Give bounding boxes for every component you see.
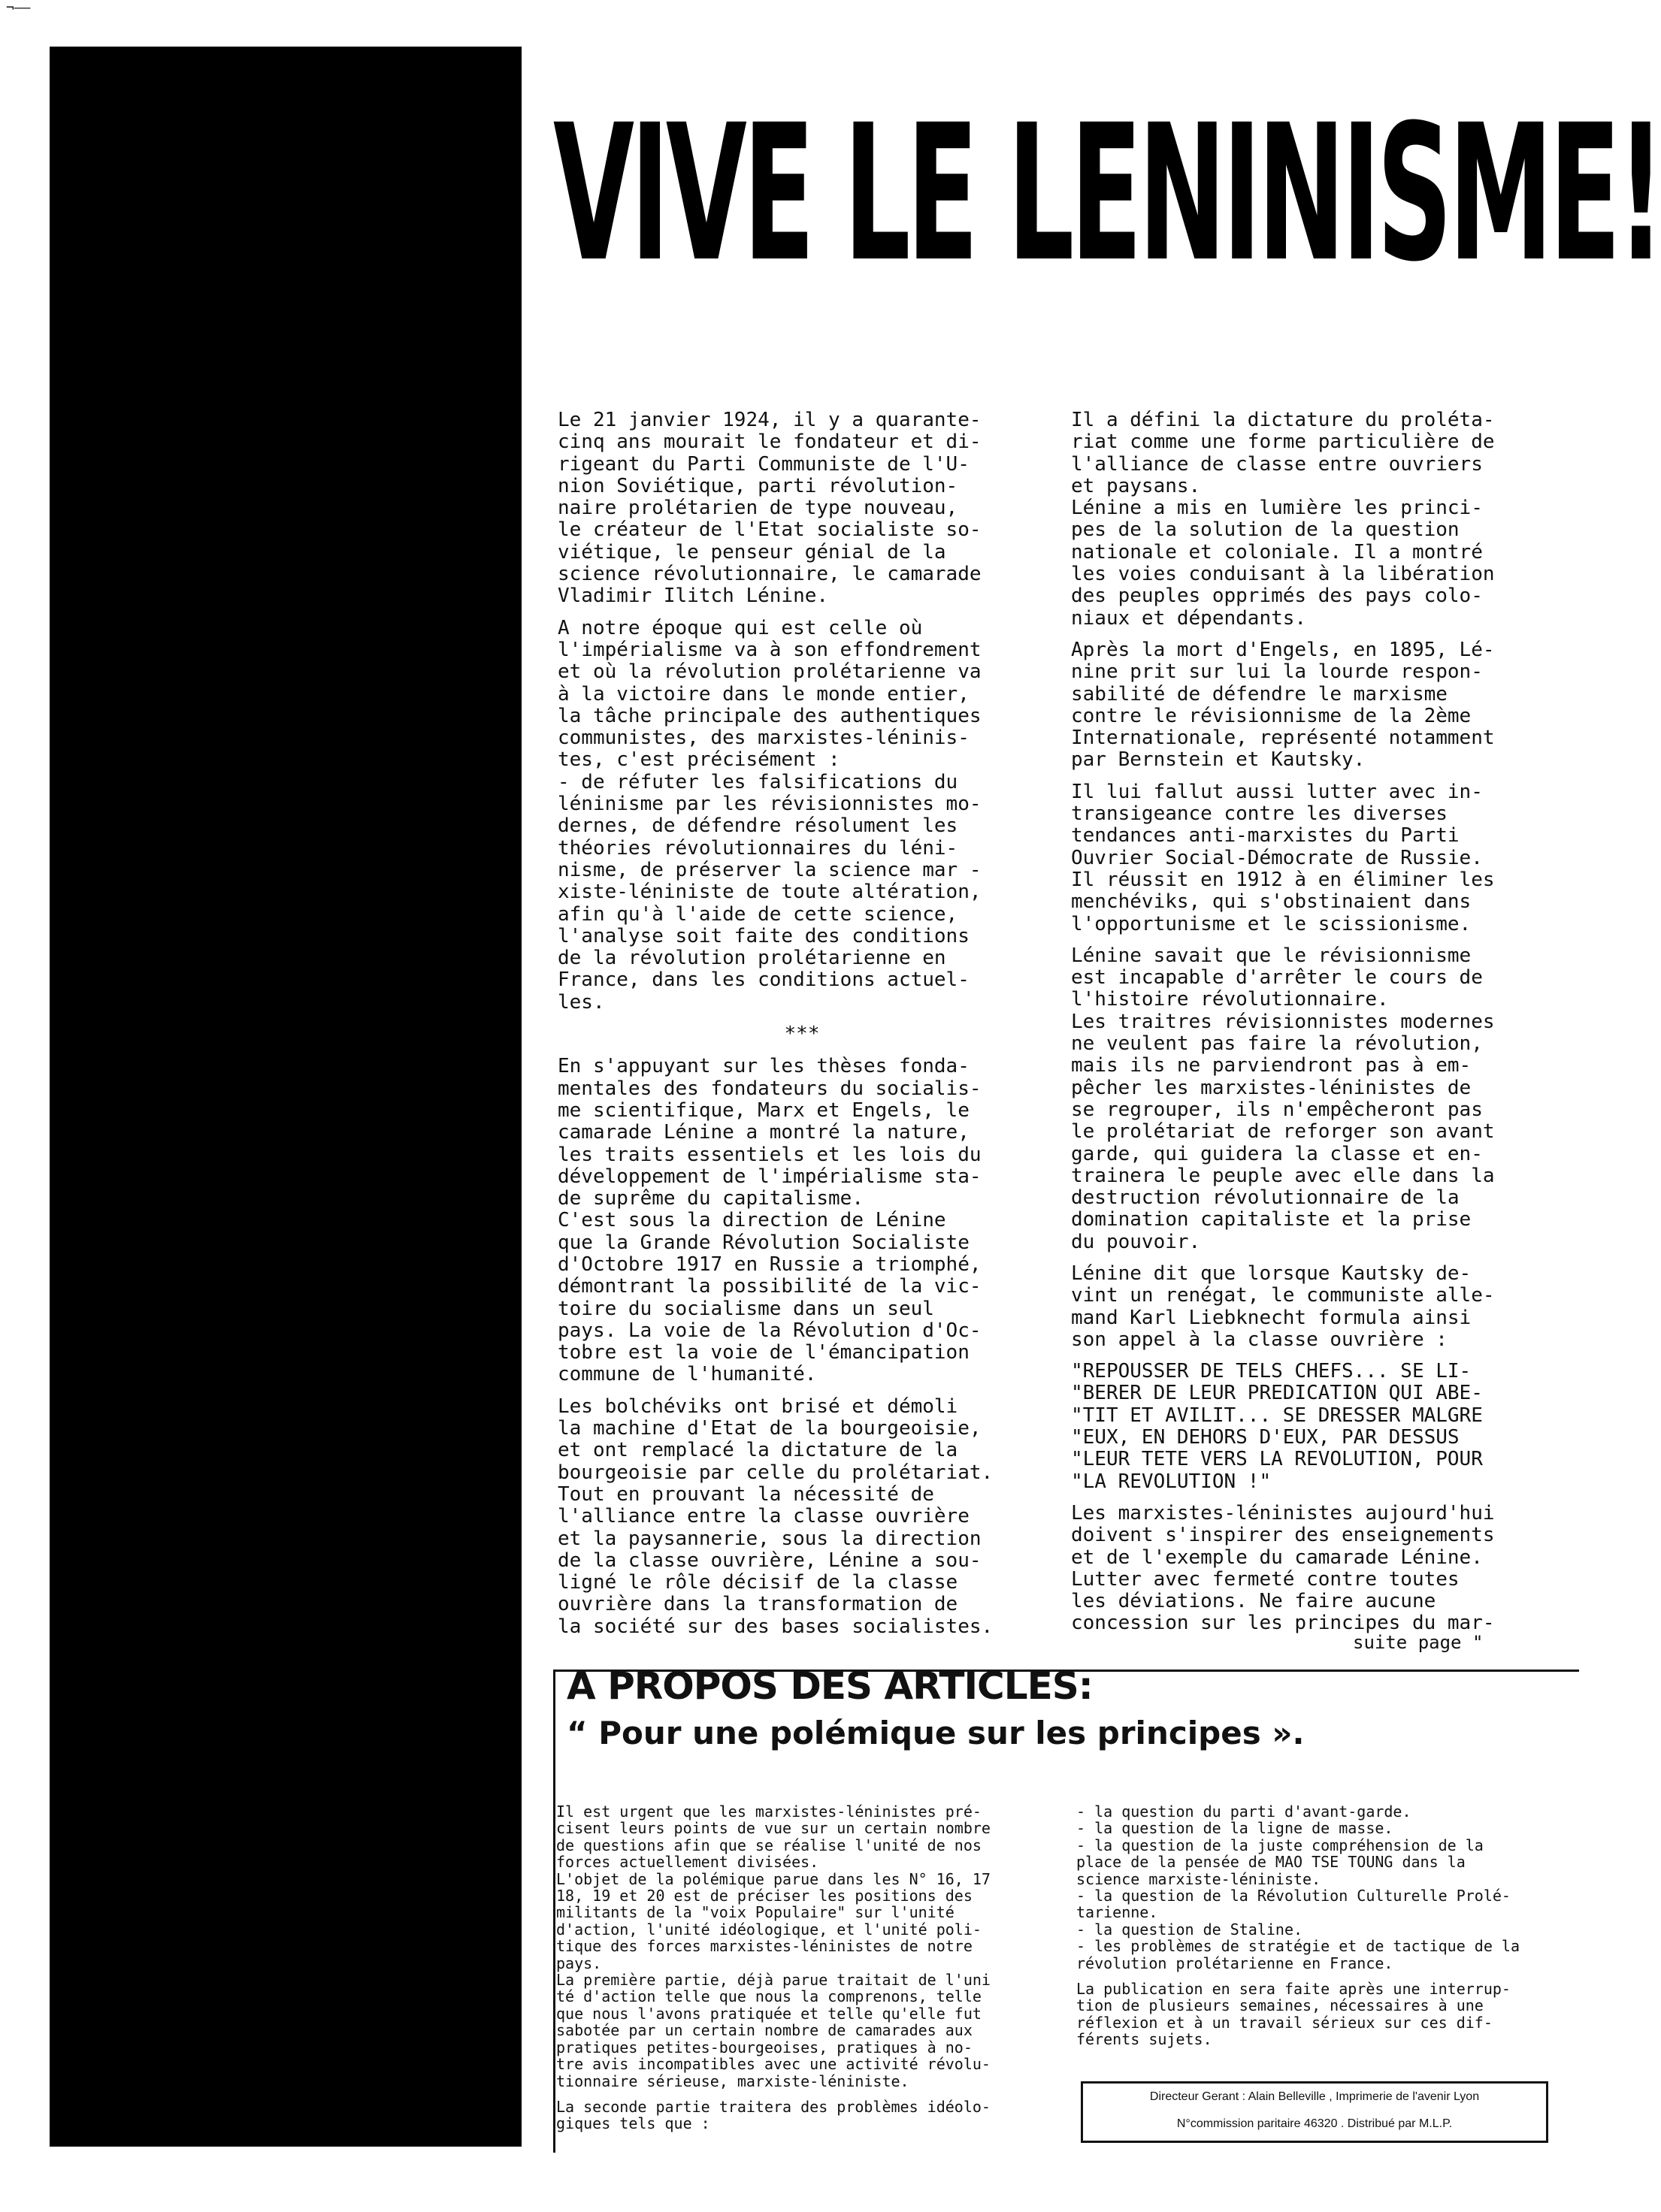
article-column-2	[1071, 409, 1560, 1645]
paragraph: A notre époque qui est celle où l'impérialisme va à son effondrement et où la révolution prolétarienne va à la victoire dans le monde entier, la tâche principale des authentiques communistes, des marxistes-léninis- tes, c'est précisément : - de réfuter les falsifications du léninisme par les révisionnistes mo- dernes, de défendre résolument les théories révolutionnaires du léni- nisme, de préserver la science mar - xiste-léniniste de toute altération, afin qu'à l'aide de cette science, l'analyse soit faite des conditions de la révolution prolétarienne en France, dans les conditions actuel- les.	[558, 616, 982, 1014]
paragraph: Il lui fallut aussi lutter avec in- transigeance contre les diverses tendances anti-marxistes du Parti Ouvrier Social-Démocrate de Russie. Il réussit en 1912 à en éliminer les menchéviks, qui s'obstinaient dans l'opportunisme et le scissionisme.	[1071, 780, 1495, 935]
paragraph: Lénine dit que lorsque Kautsky de- vint un renégat, le communiste alle- mand Karl Liebknecht formula ainsi son appel à la classe ouvrière :	[1071, 1262, 1495, 1351]
box-subtitle: “ Pour une polémique sur les principes ».	[567, 1715, 1305, 1751]
question-list: - la question du parti d'avant-garde. - la question de la ligne de masse. - la question de la juste compréhension de la place de la pensée de MAO TSE TOUNG dans la science marxiste-léniniste. - la question de la Révolution Culturelle Prolé- tarienne. - la question de Staline. - les problèmes de stratégie et de tactique de la révolution prolétarienne en France.	[1076, 1803, 1520, 1972]
box-column-1	[556, 1803, 1037, 2141]
imprint-line: Directeur Gerant : Alain Belleville , Imprimerie de l'avenir Lyon	[1149, 2090, 1480, 2103]
continued-note: suite page "	[1353, 1632, 1484, 1653]
section-separator: ***	[784, 1023, 820, 1046]
paragraph: Il est urgent que les marxistes-léninistes pré- cisent leurs points de vue sur un certain nombre de questions afin que se réalise l'unité de nos forces actuellement divisées. L'objet de la polémique parue dans les N° 16, 17 18, 19 et 20 est de préciser les positions des militants de la "voix Populaire" sur l'unité d'action, l'unité idéologique, et l'unité poli- tique des forces marxistes-léninistes de notre pays. La première partie, déjà parue traitait de l'uni té d'action telle que nous la comprenons, telle que nous l'avons pratiquée et telle qu'elle fut sabotée par un certain nombre de camarades aux pratiques petites-bourgeoises, pratiques à no- tre avis incompatibles avec une activité révolu- tionnaire sérieuse, marxiste-léniniste.	[556, 1803, 991, 2090]
paragraph: La seconde partie traitera des problèmes idéolo- giques tels que :	[556, 2097, 991, 2133]
paragraph: La publication en sera faite après une interrup- tion de plusieurs semaines, nécessaires à une réflexion et à un travail sérieux sur ces dif- férents sujets.	[1076, 1980, 1511, 2049]
box-column-2	[1076, 1803, 1565, 2057]
paragraph: Lénine savait que le révisionnisme est incapable d'arrêter le cours de l'histoire révolutionnaire. Les traitres révisionnistes modernes ne veulent pas faire la révolution, mais ils ne parviendront pas à em- pêcher les marxistes-léninistes de se regrouper, ils n'empêcheront pas le prolétariat de reforger son avant garde, qui guidera la classe et en- trainera le peuple avec elle dans la destruction révolutionnaire de la domination capitaliste et la prise du pouvoir.	[1071, 944, 1495, 1253]
article-column-1	[558, 409, 1046, 1648]
headline: VIVE LE LENINISME!	[553, 84, 1661, 303]
paragraph: Les bolchéviks ont brisé et démoli la machine d'Etat de la bourgeoisie, et ont remplacé la dictature de la bourgeoisie par celle du prolétariat. Tout en prouvant la nécessité de l'alliance entre la classe ouvrière et la paysannerie, sous la direction de la classe ouvrière, Lénine a sou- ligné le rôle décisif de la classe ouvrière dans la transformation de la société sur des bases socialistes.	[558, 1395, 994, 1638]
quotation: "REPOUSSER DE TELS CHEFS... SE LI- "BERER DE LEUR PREDICATION QUI ABE- "TIT ET AVILIT... SE DRESSER MALGRE "EUX, EN DEHORS D'EUX, PAR DESSUS "LEUR TETE VERS LA REVOLUTION, POUR "LA REVOLUTION !"	[1071, 1360, 1483, 1493]
imprint-line: N°commission paritaire 46320 . Distribué par M.L.P.	[1176, 2117, 1453, 2130]
paragraph: Après la mort d'Engels, en 1895, Lé- nine prit sur lui la lourde respon- sabilité de défendre le marxisme contre le révisionnisme de la 2ème Internationale, représenté notamment par Bernstein et Kautsky.	[1071, 638, 1495, 772]
imprint-box	[1081, 2081, 1548, 2143]
box-title: A PROPOS DES ARTICLES:	[567, 1664, 1093, 1708]
paragraph: Il a défini la dictature du proléta- riat comme une forme particulière de l'alliance de classe entre ouvriers et paysans. Lénine a mis en lumière les princi- pes de la solution de la question nationale et coloniale. Il a montré les voies conduisant à la libération des peuples opprimés des pays colo- niaux et dépendants.	[1071, 409, 1495, 630]
paragraph: Le 21 janvier 1924, il y a quarante- cinq ans mourait le fondateur et di- rigeant du Parti Communiste de l'U- nion Soviétique, parti révolution- naire prolétarien de type nouveau, le créateur de l'Etat socialiste so- viétique, le penseur génial de la science révolutionnaire, le camarade Vladimir Ilitch Lénine.	[558, 409, 982, 608]
black-panel	[50, 47, 522, 2147]
corner-mark: ¬–—	[6, 0, 31, 16]
paragraph: Les marxistes-léninistes aujourd'hui doivent s'inspirer des enseignements et de l'exemple du camarade Lénine. Lutter avec fermeté contre toutes les déviations. Ne faire aucune concession sur les principes du mar-	[1071, 1501, 1495, 1635]
paragraph: En s'appuyant sur les thèses fonda- mentales des fondateurs du socialis- me scientifique, Marx et Engels, le camarade Lénine a montré la nature, les traits essentiels et les lois du développement de l'impérialisme sta- de suprême du capitalisme. C'est sous la direction de Lénine que la Grande Révolution Socialiste d'Octobre 1917 en Russie a triomphé, démontrant la possibilité de la vic- toire du socialisme dans un seul pays. La voie de la Révolution d'Oc- tobre est la voie de l'émancipation commune de l'humanité.	[558, 1055, 982, 1386]
